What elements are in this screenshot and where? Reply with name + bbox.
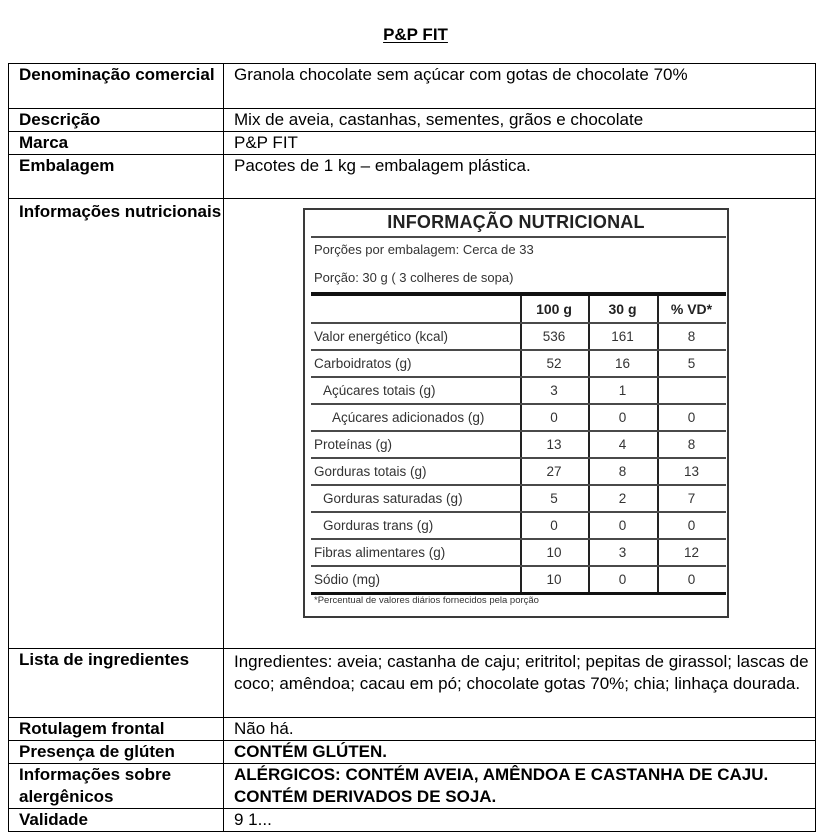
nutrition-facts-label [303,208,729,618]
table-row [9,764,816,809]
row-label: Denominação comercial [9,64,224,109]
header-vd: % VD* [670,301,713,317]
table-row [9,809,816,832]
row-label: Informações sobre alergênicos [9,764,224,809]
row-value: Ingredientes: aveia; castanha de caju; eritritol; pepitas de girassol; lascas de coco; amêndoa; cacau em pó; chocolate gotas 70%; chia; linhaça dourada. [224,649,816,718]
nutrition-row: Gorduras trans (g) 0 0 0 [323,518,696,533]
row-label: Informações nutricionais [9,199,224,649]
nutrition-row: Açúcares totais (g) 3 1 [323,383,627,398]
table-row [9,132,816,155]
row-label: Marca [9,132,224,155]
servings-per-package: Porções por embalagem: Cerca de 33 [314,242,534,257]
header-100g: 100 g [536,301,572,317]
row-value: CONTÉM GLÚTEN. [224,741,816,764]
row-value: Mix de aveia, castanhas, sementes, grãos e chocolate [224,109,816,132]
divider [311,236,726,238]
nutrition-footnote: *Percentual de valores diários fornecidos pela porção [314,595,539,606]
table-row [9,741,816,764]
row-label: Lista de ingredientes [9,649,224,718]
row-label: Rotulagem frontal [9,718,224,741]
nutrition-row: Proteínas (g) 13 4 8 [314,437,696,452]
nutrition-row: Fibras alimentares (g) 10 3 12 [314,545,700,560]
header-30g: 30 g [608,301,637,317]
row-label: Descrição [9,109,224,132]
nutrition-row: Açúcares adicionados (g) 0 0 0 [332,410,696,425]
nutrition-title: INFORMAÇÃO NUTRICIONAL [387,212,645,232]
nutrition-row: Carboidratos (g) 52 16 5 [314,356,696,371]
row-value: Não há. [224,718,816,741]
serving-size: Porção: 30 g ( 3 colheres de sopa) [314,270,514,285]
row-value: ALÉRGICOS: CONTÉM AVEIA, AMÊNDOA E CASTANHA DE CAJU. CONTÉM DERIVADOS DE SOJA. [224,764,816,809]
nutrition-row: Sódio (mg) 10 0 0 [314,572,696,587]
table-row [9,155,816,199]
nutrition-header-row [311,296,726,323]
row-value: 9 1... [224,809,816,832]
table-row [9,718,816,741]
row-label: Embalagem [9,155,224,199]
nutrition-row: Gorduras saturadas (g) 5 2 7 [323,491,696,506]
nutrition-row: Gorduras totais (g) 27 8 13 [314,464,700,479]
table-row [9,64,816,109]
document-title: P&P FIT [383,25,448,44]
row-label: Validade [9,809,224,832]
table-row [9,649,816,718]
nutrition-row: Valor energético (kcal) 536 161 8 [314,329,696,344]
row-value: P&P FIT [224,132,816,155]
row-value: Granola chocolate sem açúcar com gotas de chocolate 70% [224,64,816,109]
row-value: Pacotes de 1 kg – embalagem plástica. [224,155,816,199]
table-row [9,109,816,132]
row-label: Presença de glúten [9,741,224,764]
